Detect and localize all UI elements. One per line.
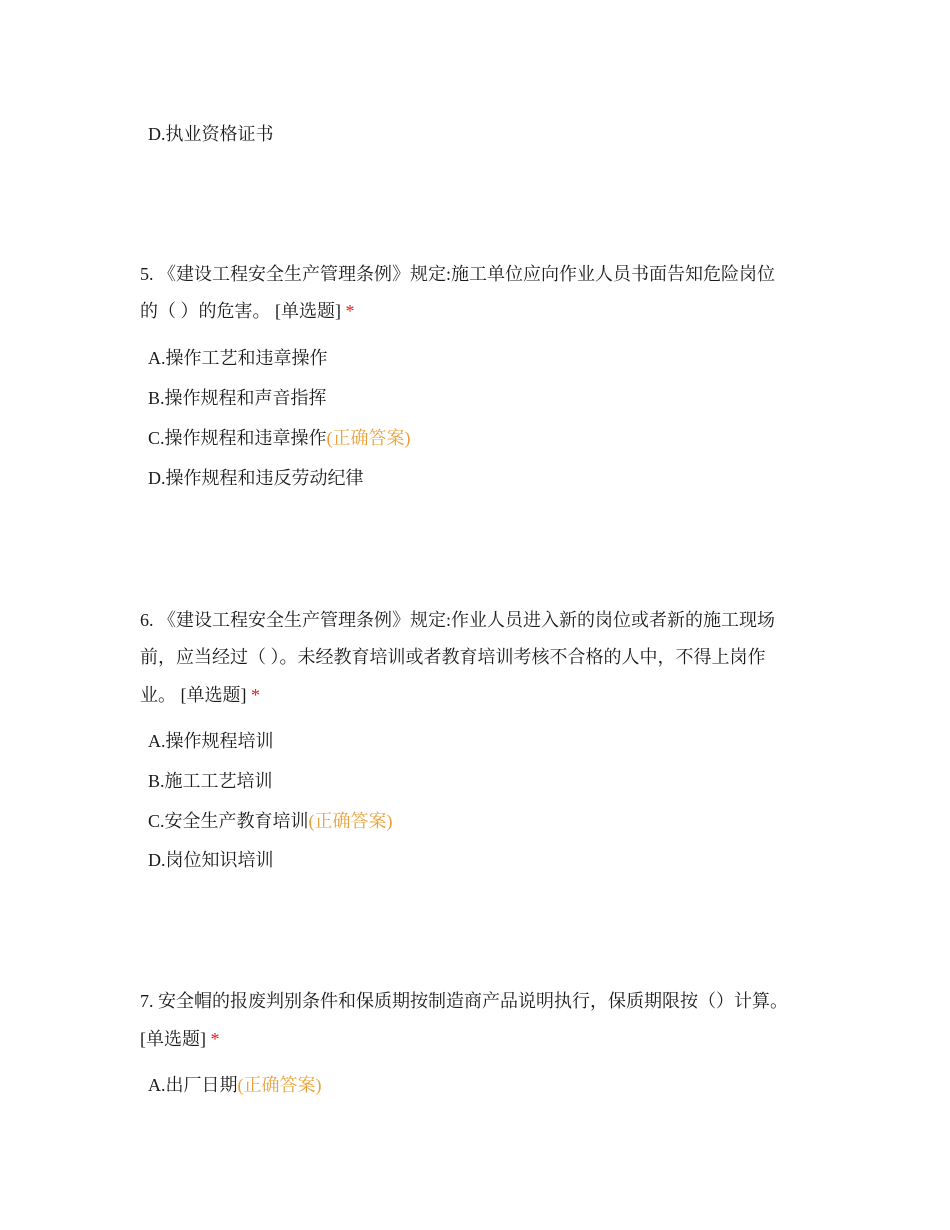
- option-label: D.执业资格证书: [148, 124, 274, 144]
- option-label: A.操作工艺和违章操作: [148, 348, 328, 368]
- question-text-line-1: 安全帽的报废判别条件和保质期按制造商产品说明执行，保质期限按（）计算。: [158, 991, 788, 1011]
- option-c[interactable]: [148, 810, 393, 832]
- option-label: D.操作规程和违反劳动纪律: [148, 468, 364, 488]
- option-label: A.出厂日期: [148, 1075, 238, 1095]
- question-text: [140, 609, 775, 631]
- option-b[interactable]: [148, 770, 273, 792]
- required-mark: *: [210, 1029, 220, 1049]
- option-d[interactable]: [148, 467, 364, 489]
- option-label: B.操作规程和声音指挥: [148, 388, 327, 408]
- option-label: C.安全生产教育培训: [148, 811, 309, 831]
- option-a[interactable]: [148, 1074, 322, 1096]
- option-a[interactable]: [148, 347, 328, 369]
- question-text-line-2: 的（ ）的危害。: [140, 301, 271, 321]
- option-d[interactable]: [148, 849, 274, 871]
- question-text-line-3: 业。: [140, 685, 176, 705]
- question-text: [140, 990, 788, 1012]
- option-d[interactable]: [148, 123, 274, 145]
- option-label: B.施工工艺培训: [148, 771, 273, 791]
- required-mark: *: [345, 301, 355, 321]
- question-number: 6.: [140, 610, 154, 630]
- question-text: [140, 263, 775, 285]
- question-text-cont: [140, 684, 260, 706]
- correct-answer-tag: (正确答案): [308, 811, 393, 831]
- question-type-tag: [单选题]: [180, 685, 247, 705]
- correct-answer-tag: (正确答案): [237, 1075, 322, 1095]
- question-text-line-2: 前，应当经过（ ）。未经教育培训或者教育培训考核不合格的人中，不得上岗作: [140, 647, 766, 667]
- question-type-tag: [单选题]: [275, 301, 341, 321]
- question-number: 5.: [140, 264, 154, 284]
- option-label: A.操作规程培训: [148, 731, 274, 751]
- question-number: 7.: [140, 991, 154, 1011]
- question-type-tag: [单选题]: [140, 1029, 206, 1049]
- question-text-cont: [140, 300, 355, 322]
- option-a[interactable]: [148, 730, 274, 752]
- option-label: D.岗位知识培训: [148, 850, 274, 870]
- question-text-cont: [140, 1028, 220, 1050]
- correct-answer-tag: (正确答案): [326, 428, 411, 448]
- question-text-cont: [140, 646, 766, 668]
- option-b[interactable]: [148, 387, 327, 409]
- question-text-line-1: 《建设工程安全生产管理条例》规定:作业人员进入新的岗位或者新的施工现场: [158, 610, 775, 630]
- option-c[interactable]: [148, 427, 411, 449]
- required-mark: *: [251, 685, 260, 705]
- question-text-line-1: 《建设工程安全生产管理条例》规定:施工单位应向作业人员书面告知危险岗位: [158, 264, 775, 284]
- option-label: C.操作规程和违章操作: [148, 428, 327, 448]
